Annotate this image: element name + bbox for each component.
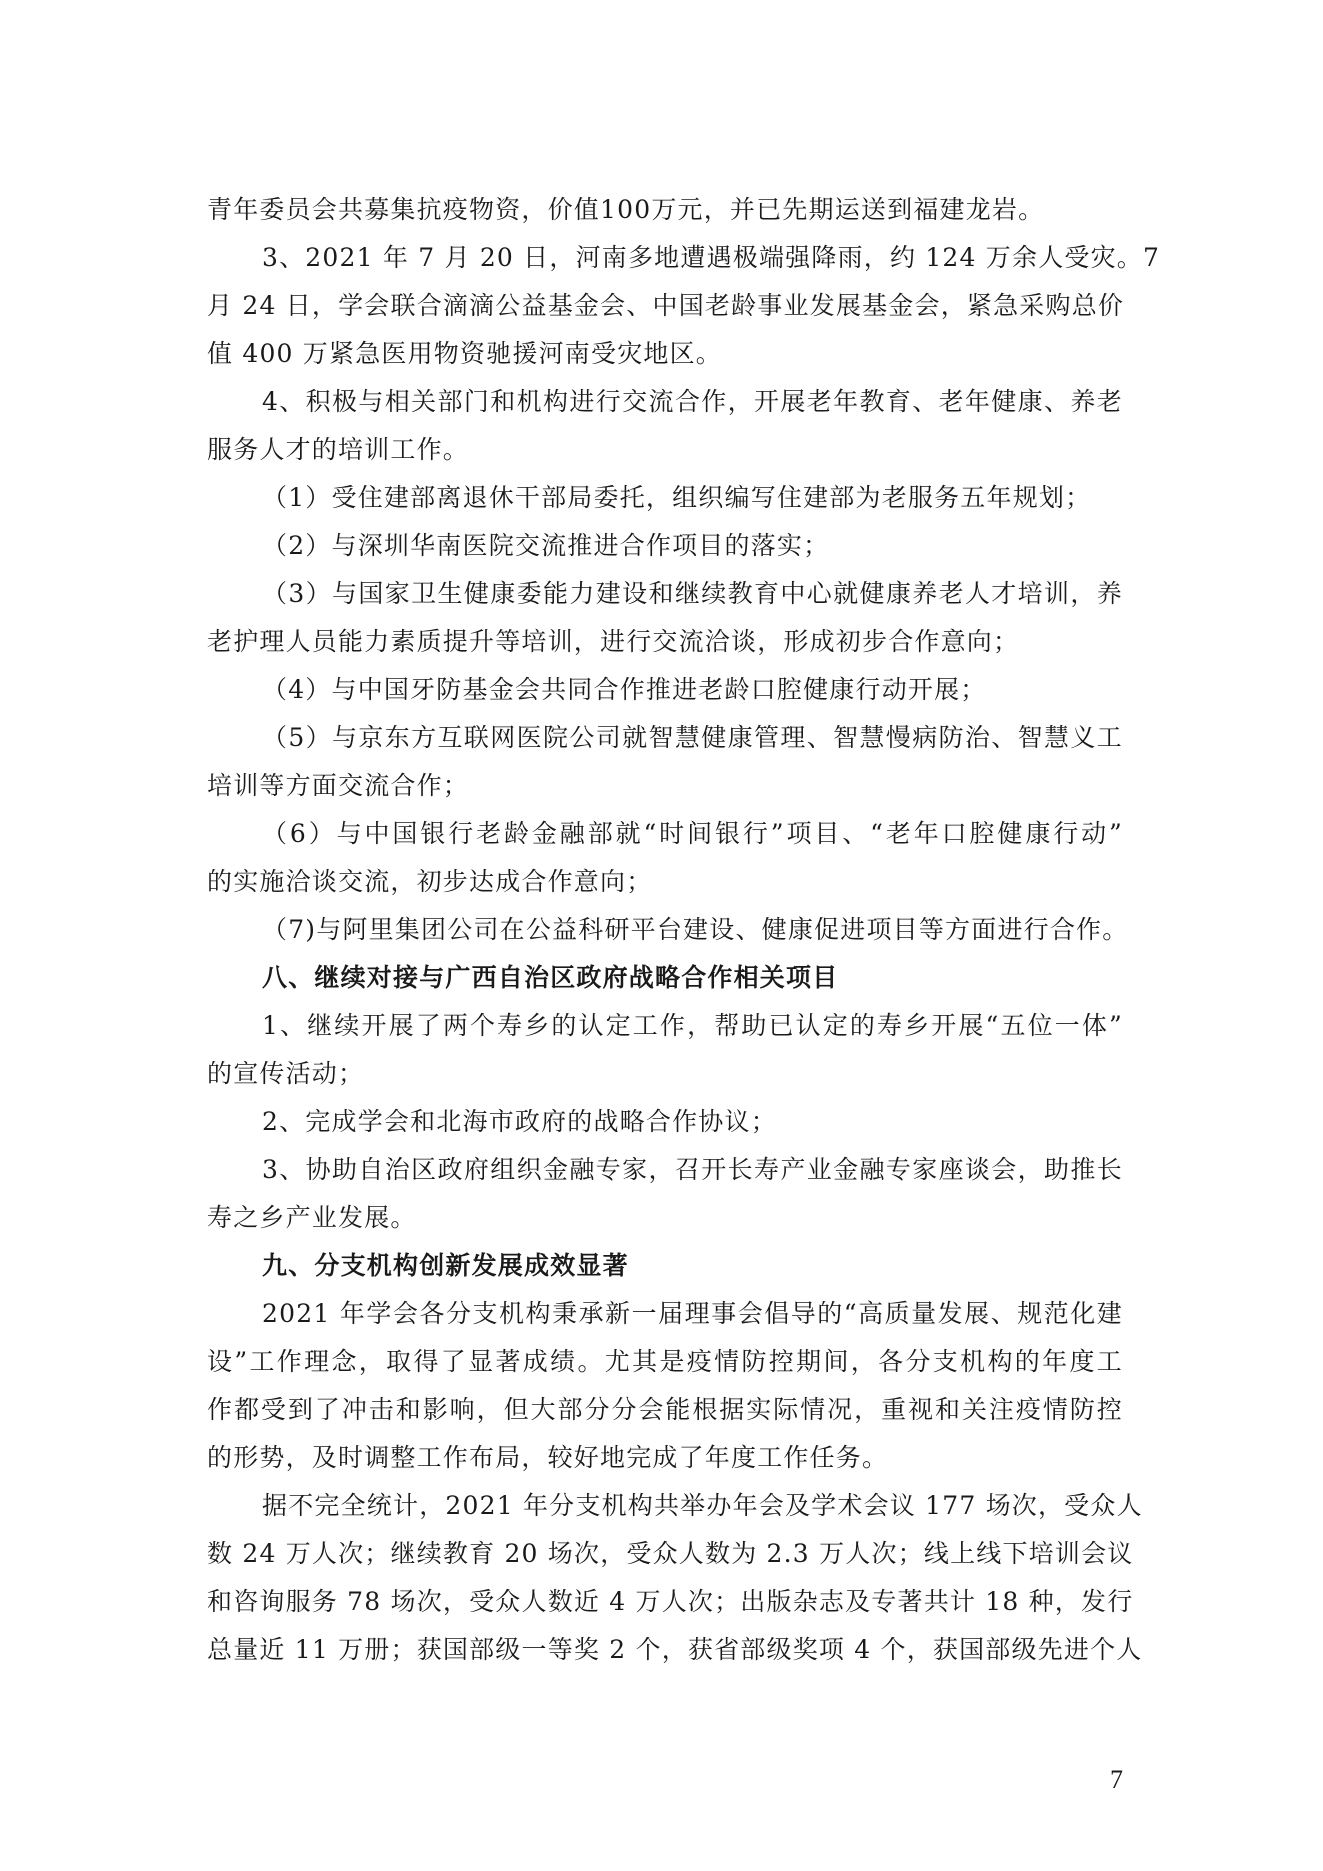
list-item: （4）与中国牙防基金会共同合作推进老龄口腔健康行动开展；	[262, 675, 987, 704]
paragraph-line: 值 400 万紧急医用物资驰援河南受灾地区。	[207, 339, 723, 368]
paragraph-line: 1、继续开展了两个寿乡的认定工作，帮助已认定的寿乡开展“五位一体”	[262, 1011, 1123, 1040]
paragraph-line: 设”工作理念，取得了显著成绩。尤其是疫情防控期间，各分支机构的年度工	[207, 1347, 1123, 1376]
paragraph-line: 数 24 万人次；继续教育 20 场次，受众人数为 2.3 万人次；线上线下培训会议	[207, 1539, 1134, 1568]
paragraph-line: 4、积极与相关部门和机构进行交流合作，开展老年教育、老年健康、养老	[262, 387, 1123, 416]
paragraph-line: 2021 年学会各分支机构秉承新一届理事会倡导的“高质量发展、规范化建	[262, 1299, 1123, 1328]
paragraph-line: 服务人才的培训工作。	[207, 435, 470, 464]
paragraph-line: 寿之乡产业发展。	[207, 1203, 417, 1232]
paragraph-line: 作都受到了冲击和影响，但大部分分会能根据实际情况，重视和关注疫情防控	[207, 1395, 1123, 1424]
paragraph-line: 的形势，及时调整工作布局，较好地完成了年度工作任务。	[207, 1443, 889, 1472]
paragraph-line: 3、2021 年 7 月 20 日，河南多地遭遇极端强降雨，约 124 万余人受灾。7	[262, 243, 1161, 272]
list-item: （7)与阿里集团公司在公益科研平台建设、健康促进项目等方面进行合作。	[262, 915, 1129, 944]
paragraph-line: 3、协助自治区政府组织金融专家，召开长寿产业金融专家座谈会，助推长	[262, 1155, 1123, 1184]
list-item: 老护理人员能力素质提升等培训，进行交流洽谈，形成初步合作意向；	[207, 627, 1020, 656]
list-item: 培训等方面交流合作；	[207, 771, 470, 800]
section-heading: 八、继续对接与广西自治区政府战略合作相关项目	[262, 963, 839, 992]
list-item: （5）与京东方互联网医院公司就智慧健康管理、智慧慢病防治、智慧义工	[262, 723, 1123, 752]
paragraph-line: 总量近 11 万册；获国部级一等奖 2 个，获省部级奖项 4 个，获国部级先进个人	[207, 1635, 1143, 1664]
paragraph-line: 青年委员会共募集抗疫物资，价值100万元，并已先期运送到福建龙岩。	[207, 195, 1045, 224]
paragraph-line: 和咨询服务 78 场次，受众人数近 4 万人次；出版杂志及专著共计 18 种，发行	[207, 1587, 1134, 1616]
list-item: （3）与国家卫生健康委能力建设和继续教育中心就健康养老人才培训，养	[262, 579, 1123, 608]
paragraph-line: 的宣传活动；	[207, 1059, 365, 1088]
page-number: 7	[1110, 1765, 1123, 1794]
list-item: 的实施洽谈交流，初步达成合作意向；	[207, 867, 653, 896]
section-heading: 九、分支机构创新发展成效显著	[262, 1251, 629, 1280]
document-body	[207, 186, 1161, 1674]
paragraph-line: 月 24 日，学会联合滴滴公益基金会、中国老龄事业发展基金会，紧急采购总价	[207, 291, 1125, 320]
paragraph-line: 据不完全统计，2021 年分支机构共举办年会及学术会议 177 场次，受众人	[262, 1491, 1143, 1520]
list-item: （1）受住建部离退休干部局委托，组织编写住建部为老服务五年规划；	[262, 483, 1092, 512]
list-item: （6）与中国银行老龄金融部就“时间银行”项目、“老年口腔健康行动”	[262, 819, 1123, 848]
list-item: （2）与深圳华南医院交流推进合作项目的落实；	[262, 531, 830, 560]
paragraph-line: 2、完成学会和北海市政府的战略合作协议；	[262, 1107, 777, 1136]
